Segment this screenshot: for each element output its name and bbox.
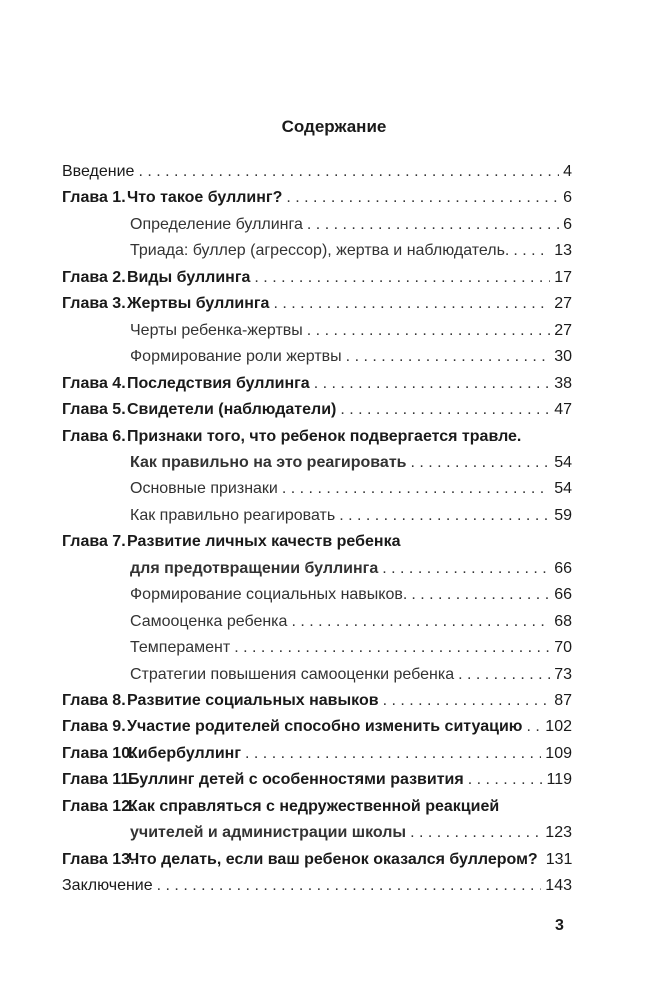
toc-entry bbox=[62, 583, 572, 607]
toc-page-number: 6 bbox=[563, 189, 572, 206]
toc-leader-dots bbox=[346, 345, 551, 369]
toc-entry-label: Основные признаки bbox=[130, 480, 278, 497]
toc-entry bbox=[62, 239, 572, 263]
toc-entry bbox=[62, 874, 572, 898]
toc-entry bbox=[62, 451, 572, 475]
toc-leader-dots bbox=[286, 186, 559, 210]
toc-page-number: 66 bbox=[554, 560, 572, 577]
toc-leader-dots bbox=[513, 239, 550, 263]
toc-leader-dots bbox=[282, 477, 550, 501]
toc-entry-label: Темперамент bbox=[130, 639, 231, 656]
toc-leader-dots bbox=[245, 742, 541, 766]
toc-entry-label: Формирование социальных навыков. bbox=[130, 586, 408, 603]
toc-page-number: 30 bbox=[554, 348, 572, 365]
toc-chapter-prefix: Глава 2. bbox=[62, 269, 126, 286]
page-title: Содержание bbox=[281, 117, 387, 136]
toc-chapter-prefix: Глава 5. bbox=[62, 401, 126, 418]
toc-page-number: 17 bbox=[554, 269, 572, 286]
toc-entry bbox=[62, 715, 572, 739]
toc-entry bbox=[62, 319, 572, 343]
toc-entry bbox=[62, 160, 572, 184]
toc-entry bbox=[62, 557, 572, 581]
toc-leader-dots bbox=[340, 398, 550, 422]
toc-page-number: 66 bbox=[554, 586, 572, 603]
toc-entry-label: Виды буллинга bbox=[127, 269, 251, 286]
toc-leader-dots bbox=[458, 663, 550, 687]
toc-chapter-prefix: Глава 6. bbox=[62, 428, 126, 445]
toc-entry-label: Формирование роли жертвы bbox=[130, 348, 342, 365]
toc-entry-label: Буллинг детей с особенностями развития bbox=[128, 771, 464, 788]
toc-page-number: 4 bbox=[563, 163, 572, 180]
toc-entry bbox=[62, 186, 572, 210]
toc-page-number: 131 bbox=[545, 851, 573, 868]
toc-chapter-prefix: Глава 11. bbox=[62, 771, 134, 788]
toc-entry bbox=[62, 795, 572, 819]
toc-entry-label: Последствия буллинга bbox=[127, 375, 310, 392]
toc-page-number: 59 bbox=[554, 507, 572, 524]
toc-page-number: 143 bbox=[545, 877, 572, 894]
toc-leader-dots bbox=[526, 715, 541, 739]
toc-entry bbox=[62, 821, 572, 845]
toc-page-number: 54 bbox=[554, 480, 572, 497]
toc-entry bbox=[62, 425, 572, 449]
toc-leader-dots bbox=[314, 372, 551, 396]
toc-chapter-prefix: Глава 1. bbox=[62, 189, 126, 206]
toc-page-number: 109 bbox=[545, 745, 572, 762]
toc-entry-label: Как справляться с недружественной реакцией bbox=[128, 798, 500, 815]
toc-leader-dots bbox=[273, 292, 550, 316]
toc-chapter-prefix: Глава 7. bbox=[62, 533, 126, 550]
toc-entry bbox=[62, 213, 572, 237]
toc-entry bbox=[62, 345, 572, 369]
toc-entry bbox=[62, 610, 572, 634]
toc-page-number: 68 bbox=[554, 613, 572, 630]
toc-entry-label: Кибербуллинг bbox=[128, 745, 242, 762]
toc-entry bbox=[62, 292, 572, 316]
toc-entry-label: Определение буллинга bbox=[130, 216, 303, 233]
toc-page-number: 27 bbox=[554, 322, 572, 339]
toc-entry bbox=[62, 398, 572, 422]
toc-page-number: 38 bbox=[554, 375, 572, 392]
toc-entry-label: для предотвращении буллинга bbox=[130, 560, 379, 577]
toc-page-number: 54 bbox=[554, 454, 572, 471]
toc-page-number: 119 bbox=[546, 771, 572, 788]
toc-entry bbox=[62, 477, 572, 501]
toc-entry-label: Развитие личных качеств ребенка bbox=[127, 533, 401, 550]
toc-entry-label: Черты ребенка-жертвы bbox=[130, 322, 303, 339]
toc-entry-label: Заключение bbox=[62, 877, 153, 894]
toc-leader-dots bbox=[234, 636, 550, 660]
toc-chapter-prefix: Глава 9. bbox=[62, 718, 126, 735]
toc-leader-dots bbox=[339, 504, 550, 528]
toc-entry-label: Что такое буллинг? bbox=[127, 189, 283, 206]
toc-entry-label: Свидетели (наблюдатели) bbox=[127, 401, 337, 418]
toc-entry-label: Что делать, если ваш ребенок оказался буллером? bbox=[128, 851, 538, 868]
toc-page-number: 87 bbox=[554, 692, 572, 709]
toc-page-number: 102 bbox=[545, 718, 572, 735]
toc-leader-dots bbox=[254, 266, 550, 290]
toc-entry-label: Жертвы буллинга bbox=[127, 295, 270, 312]
toc-entry bbox=[62, 504, 572, 528]
toc-entry-label: Введение bbox=[62, 163, 135, 180]
toc-chapter-prefix: Глава 8. bbox=[62, 692, 126, 709]
toc-page-number: 27 bbox=[554, 295, 572, 312]
page-number: 3 bbox=[555, 917, 564, 934]
toc-chapter-prefix: Глава 12. bbox=[62, 798, 135, 815]
toc-page-number: 123 bbox=[545, 824, 572, 841]
toc-leader-dots bbox=[382, 557, 550, 581]
toc-entry-label: Стратегии повышения самооценки ребенка bbox=[130, 666, 455, 683]
toc-page-number: 73 bbox=[554, 666, 572, 683]
toc-leader-dots bbox=[157, 874, 542, 898]
toc-page-number: 70 bbox=[554, 639, 572, 656]
toc-entry-label: Триада: буллер (агрессор), жертва и наблюдатель. bbox=[130, 242, 510, 259]
toc-entry bbox=[62, 742, 572, 766]
toc-leader-dots bbox=[411, 451, 551, 475]
toc-entry bbox=[62, 266, 572, 290]
toc-leader-dots bbox=[307, 213, 559, 237]
toc-entry-label: Участие родителей способно изменить ситуацию bbox=[127, 718, 523, 735]
toc-entry-label: Как правильно на это реагировать bbox=[130, 454, 407, 471]
toc-entry bbox=[62, 663, 572, 687]
toc-entry bbox=[62, 372, 572, 396]
toc-entry bbox=[62, 768, 572, 792]
toc-entry-label: Самооценка ребенка bbox=[130, 613, 288, 630]
toc-entry-label: учителей и администрации школы bbox=[130, 824, 407, 841]
toc-leader-dots bbox=[291, 610, 550, 634]
toc-leader-dots bbox=[138, 160, 559, 184]
toc-leader-dots bbox=[410, 821, 541, 845]
toc-entry-label: Как правильно реагировать bbox=[130, 507, 336, 524]
toc-entry bbox=[62, 636, 572, 660]
toc-leader-dots bbox=[411, 583, 550, 607]
toc-page-number: 13 bbox=[554, 242, 572, 259]
toc-chapter-prefix: Глава 13. bbox=[62, 851, 135, 868]
toc-entry bbox=[62, 848, 572, 872]
toc-entry-label: Развитие социальных навыков bbox=[127, 692, 379, 709]
toc-chapter-prefix: Глава 3. bbox=[62, 295, 126, 312]
toc-page-number: 6 bbox=[563, 216, 572, 233]
toc-chapter-prefix: Глава 4. bbox=[62, 375, 126, 392]
toc-leader-dots bbox=[383, 689, 551, 713]
toc-entry bbox=[62, 689, 572, 713]
toc-page-number: 47 bbox=[554, 401, 572, 418]
toc-chapter-prefix: Глава 10. bbox=[62, 745, 135, 762]
toc-entry bbox=[62, 530, 572, 554]
toc-leader-dots bbox=[468, 768, 543, 792]
toc-leader-dots bbox=[307, 319, 550, 343]
toc-entry-label: Признаки того, что ребенок подвергается травле. bbox=[127, 428, 522, 445]
